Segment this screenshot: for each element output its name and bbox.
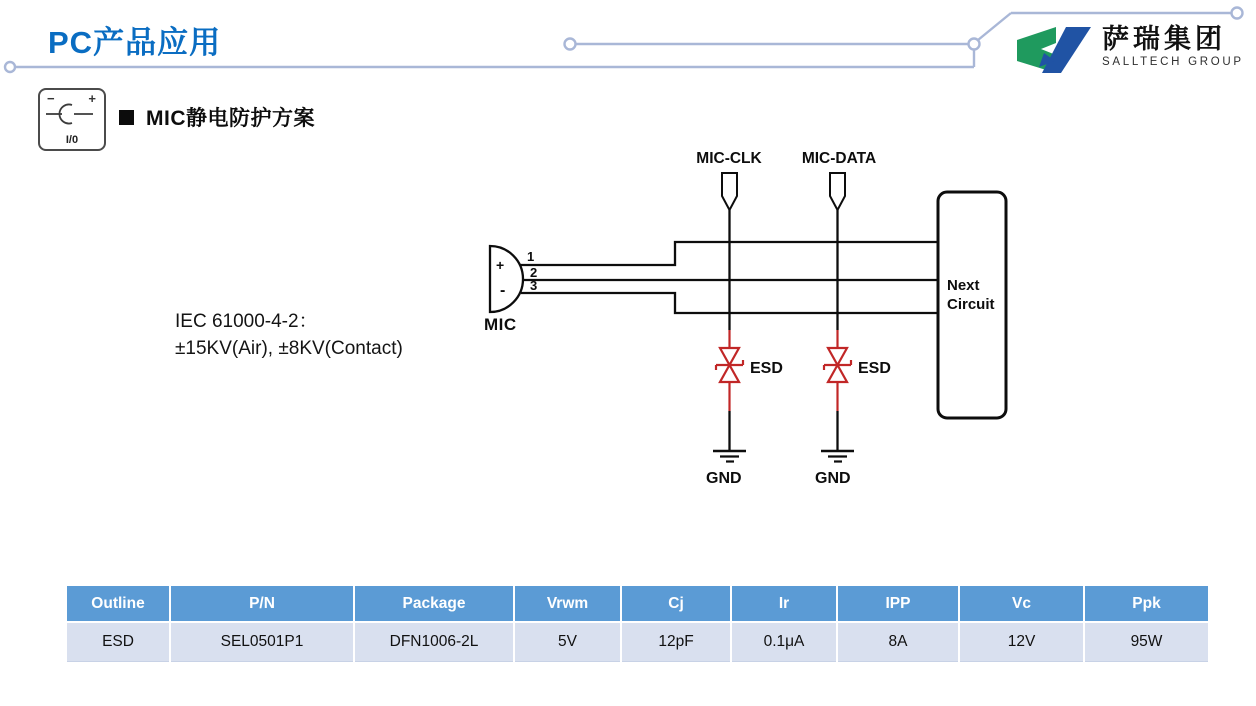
mic-clk-connector-symbol	[722, 173, 737, 210]
trace-node-circle	[5, 62, 15, 72]
next-circuit-label-line1: Next	[947, 277, 980, 294]
table-header-row	[67, 586, 1208, 621]
table-cell: 0.1μA	[732, 623, 836, 662]
io-icon	[38, 88, 106, 151]
table-cell: 5V	[515, 623, 620, 662]
esd-diode-2	[824, 330, 851, 411]
net-label-mic-clk: MIC-CLK	[696, 150, 762, 167]
table-cell: 12pF	[622, 623, 730, 662]
logo	[1014, 24, 1244, 76]
pin-number-2: 2	[530, 265, 538, 280]
mic-minus-sign: -	[500, 282, 506, 299]
esd-diode-1	[716, 330, 743, 411]
table-cell: 95W	[1085, 623, 1208, 662]
table-cell: SEL0501P1	[171, 623, 353, 662]
table-header-cell: Ir	[732, 586, 836, 621]
gnd-label-2: GND	[815, 470, 851, 487]
page-title: PC产品应用	[48, 25, 222, 60]
table-header-cell: Vrwm	[515, 586, 620, 621]
next-circuit-label	[947, 276, 995, 314]
esd-label-2: ESD	[858, 360, 891, 377]
table-header-cell: P/N	[171, 586, 353, 621]
next-circuit-label-line2: Circuit	[947, 296, 995, 313]
io-icon-plus: +	[88, 91, 96, 106]
table-header-cell: IPP	[838, 586, 958, 621]
mic-connector-symbol	[490, 246, 523, 312]
section-bullet-square	[119, 110, 134, 125]
table-cell: DFN1006-2L	[355, 623, 513, 662]
table-header-cell: Ppk	[1085, 586, 1208, 621]
pin-number-1: 1	[527, 249, 535, 264]
net-label-mic-data: MIC-DATA	[801, 150, 877, 167]
iec-rating-note	[175, 308, 403, 362]
iec-rating-line2: ±15KV(Air), ±8KV(Contact)	[175, 338, 403, 359]
gnd-symbol-2	[821, 451, 854, 462]
esd-label-1: ESD	[750, 360, 783, 377]
io-jack-symbol	[40, 92, 100, 132]
mic-data-connector-symbol	[830, 173, 845, 210]
table-row	[67, 623, 1208, 662]
logo-name-cn: 萨瑞集团	[1102, 24, 1226, 54]
table-cell: 8A	[838, 623, 958, 662]
section-title: MIC静电防护方案	[146, 107, 315, 130]
trace-node-circle	[565, 39, 576, 50]
mic-label: MIC	[484, 315, 517, 334]
trace-node-circle	[969, 39, 980, 50]
table-header-cell: Vc	[960, 586, 1083, 621]
io-icon-minus: −	[47, 91, 55, 106]
gnd-label-1: GND	[706, 470, 742, 487]
iec-rating-line1: IEC 61000-4-2：	[175, 311, 318, 332]
table-header-cell: Package	[355, 586, 513, 621]
table-cell: 12V	[960, 623, 1083, 662]
gnd-symbol-1	[713, 451, 746, 462]
logo-name-en: SALLTECH GROUP	[1102, 56, 1244, 68]
io-icon-label: I/0	[65, 134, 79, 146]
table-header-cell: Outline	[67, 586, 169, 621]
mic-plus-sign: +	[496, 257, 505, 273]
trace-node-circle	[1232, 8, 1243, 19]
logo-icon	[1014, 24, 1092, 76]
table-header-cell: Cj	[622, 586, 730, 621]
parts-table	[67, 586, 1208, 662]
table-cell: ESD	[67, 623, 169, 662]
pin-number-3: 3	[530, 278, 538, 293]
